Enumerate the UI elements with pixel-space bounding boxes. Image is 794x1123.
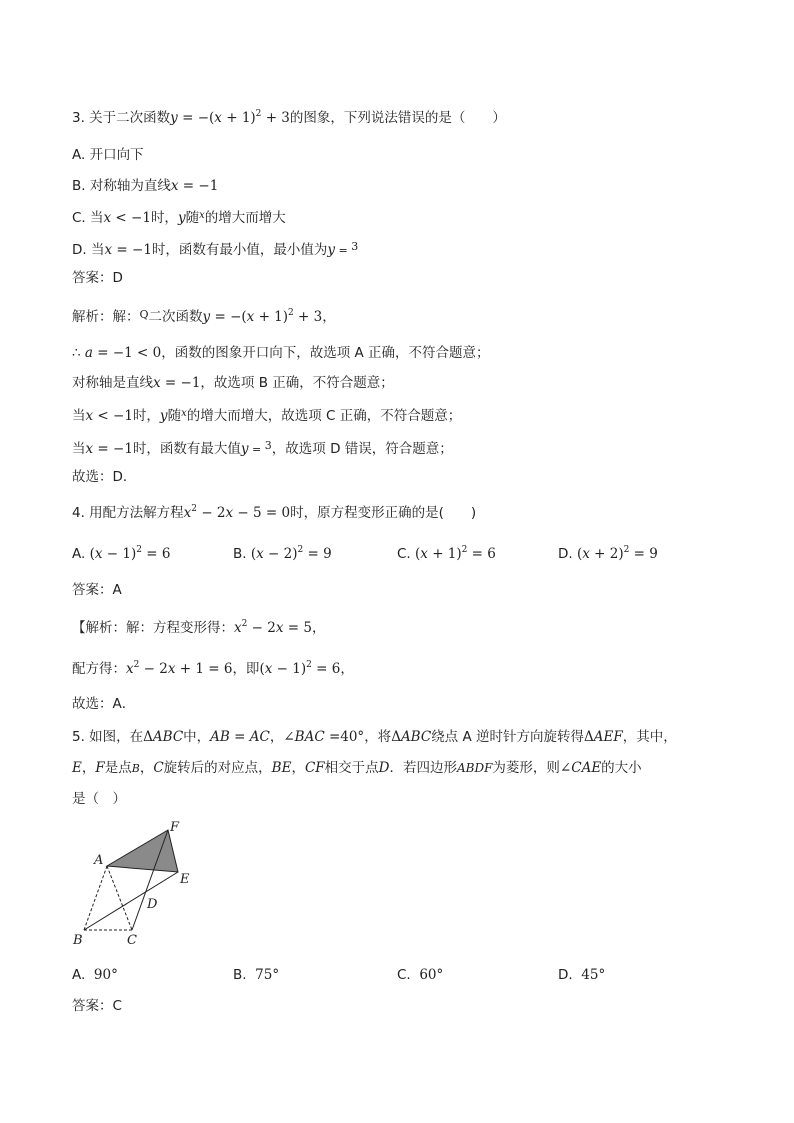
q5-option-b-label: B. [233, 967, 247, 983]
q5-option-b-value: 75° [255, 967, 280, 983]
q5-stem-line-1: 5. 如图，在ΔABC中，AB = AC，∠BAC =40°，将ΔABC绕点 A 逆时针方向旋转得ΔAEF，其中， [72, 729, 677, 745]
q4-option-a: A. $(x - 1)^2 = 6$ [72, 545, 171, 562]
q3-option-b: B. 对称轴为直线x = −1 [72, 178, 219, 194]
q5-option-c-label: C. [397, 967, 411, 983]
q5-answer: 答案：C [72, 998, 122, 1014]
q3-solution-5-text2: 时，函数有最大值 [132, 441, 241, 457]
q3-option-c-text4: 的增大而增大 [204, 210, 286, 226]
q3-solution-4-text3: 随 [167, 408, 182, 424]
q4-solution-2-text: 配方得： [72, 661, 126, 677]
q3-solution-5: 当x = −1时，函数有最大值y = $^3$，故选项 D 错误，符合题意； [72, 439, 453, 457]
q3-option-b-text: B. 对称轴为直线 [72, 178, 171, 194]
triangle-aef-shaded [107, 830, 178, 872]
q5-option-a [72, 965, 118, 985]
q5-stem-text-2: 中， [183, 729, 211, 745]
q3-conclusion: 故选：D． [72, 469, 137, 485]
q3-solution-2: ∴ a = −1 < 0，函数的图象开口向下，故选项 A 正确，不符合题意； [72, 345, 490, 361]
q3-option-c-text3: 随 [185, 210, 200, 226]
label-b: B [73, 933, 83, 948]
q3-solution-4-text4: 的增大而增大，故选项 C 正确，不符合题意； [186, 408, 462, 424]
q3-option-d: D. 当x = −1时，函数有最小值，最小值为y = $^3$ [72, 240, 359, 258]
q5-stem-text-6: ，其中， [622, 729, 677, 745]
q4-option-b-label: B. [233, 546, 247, 562]
q5-option-a-label: A. [72, 967, 86, 983]
q5-option-a-value: 90° [93, 967, 118, 983]
q4-answer: 答案：A [72, 582, 122, 598]
q3-solution-4: 当x < −1时，y随$^x$的增大而增大，故选项 C 正确，不符合题意； [72, 408, 462, 424]
q3-solution-1: 解析：解：$^Q$二次函数$y = -(x + 1)^2 + 3$， [72, 308, 336, 325]
q4-option-a-label: A. [72, 546, 86, 562]
segment-ac-dashed [107, 866, 132, 930]
q4-solution-1: 【解析：解：方程变形得：$x^2 - 2x = 5$， [72, 619, 326, 636]
q5-option-d-value: 45° [581, 967, 606, 983]
q5-stem-text-14: 为菱形，则 [492, 760, 560, 776]
q3-option-a: A. 开口向下 [72, 147, 144, 163]
q5-stem-text-3: ， [269, 729, 284, 745]
q5-stem-text-13: ．若四边形 [389, 760, 457, 776]
q5-stem-text-4: ，将 [364, 729, 392, 745]
q3-option-c: C. 当x < −1时，y随$^x$的增大而增大 [72, 210, 286, 226]
q4-stem: 4. 用配方法解方程$x^2 - 2x - 5 = 0$时，原方程变形正确的是( ) [72, 504, 477, 521]
q5-stem-text-11: ， [291, 760, 305, 776]
label-f: F [170, 820, 180, 835]
q3-option-d-text: D. 当 [72, 242, 105, 258]
q5-stem-text-10: 旋转后的对应点， [163, 760, 272, 776]
q3-option-c-text2: 时， [150, 210, 178, 226]
q5-option-c [397, 965, 443, 985]
q3-solution-3: 对称轴是直线x = −1，故选项 B 正确，不符合题意； [72, 375, 394, 391]
label-a: A [94, 853, 104, 868]
q4-conclusion: 故选：A． [72, 696, 136, 712]
q3-solution-4-text2: 时， [132, 408, 160, 424]
q5-option-d-label: D. [558, 967, 573, 983]
q5-stem-text-12: 相交于点 [324, 760, 379, 776]
q3-solution-5-text: 当 [72, 441, 86, 457]
q4-stem-text: 4. 用配方法解方程 [72, 505, 184, 521]
segment-be [84, 872, 178, 930]
q3-stem-end: 的图象，下列说法错误的是（ ） [289, 110, 506, 126]
q5-option-b [233, 965, 279, 985]
label-e: E [180, 872, 190, 887]
q5-stem-text-15: 的大小 [601, 760, 642, 776]
q3-solution-5-text3: ，故选项 D 错误，符合题意； [271, 441, 453, 457]
q3-solution-3-text: 对称轴是直线 [72, 375, 153, 391]
label-c: C [127, 933, 137, 948]
q3-option-c-text: C. 当 [72, 210, 104, 226]
q5-option-d [558, 965, 605, 985]
q5-stem-line-3: 是（ ） [72, 791, 126, 807]
q4-solution-2: 配方得：$x^2 - 2x + 1 = 6$，即$(x - 1)^2 = 6$， [72, 660, 354, 677]
q5-stem-text-7: ， [81, 760, 96, 776]
q5-geometry-figure [70, 820, 200, 950]
q4-option-d-label: D. [558, 546, 573, 562]
q5-stem-text-1: 5. 如图，在 [72, 729, 144, 745]
q5-stem-text-8: 是点 [104, 760, 132, 776]
q5-stem-text-5: 绕点 A 逆时针方向旋转得 [431, 729, 585, 745]
q4-option-b: B. $(x - 2)^2 = 9$ [233, 545, 332, 562]
q5-option-c-value: 60° [419, 967, 444, 983]
q4-option-c-label: C. [397, 546, 411, 562]
q4-solution-2-text2: ，即 [232, 661, 260, 677]
q3-solution-1-text: 解析：解： [72, 309, 140, 325]
q4-option-c: C. $(x + 1)^2 = 6$ [397, 545, 496, 562]
q4-stem-end: 时，原方程变形正确的是( ) [290, 505, 477, 521]
q3-solution-3-text2: ，故选项 B 正确，不符合题意； [200, 375, 394, 391]
q4-solution-1-text: 【解析：解：方程变形得： [72, 620, 234, 636]
q3-stem: 3. 关于二次函数$y = -(x + 1)^2 + 3$的图象，下列说法错误的是（ ） [72, 109, 506, 126]
q3-stem-text: 3. 关于二次函数 [72, 110, 171, 126]
label-d: D [147, 897, 158, 912]
q4-option-d: D. $(x + 2)^2 = 9$ [558, 545, 658, 562]
q3-function: y [170, 110, 178, 126]
segment-ab-dashed [84, 866, 107, 930]
q3-answer: 答案：D [72, 270, 123, 286]
q5-stem-text-9: ， [139, 760, 154, 776]
q3-solution-4-text: 当 [72, 408, 86, 424]
q3-solution-2-text: ，函数的图象开口向下，故选项 A 正确，不符合题意； [161, 345, 490, 361]
q5-stem-line-2: E，F是点B，C旋转后的对应点，BE，CF相交于点D．若四边形ABDF为菱形，则∠CAE的大小 [72, 760, 642, 776]
q3-option-d-text2: 时，函数有最小值，最小值为 [151, 242, 328, 258]
